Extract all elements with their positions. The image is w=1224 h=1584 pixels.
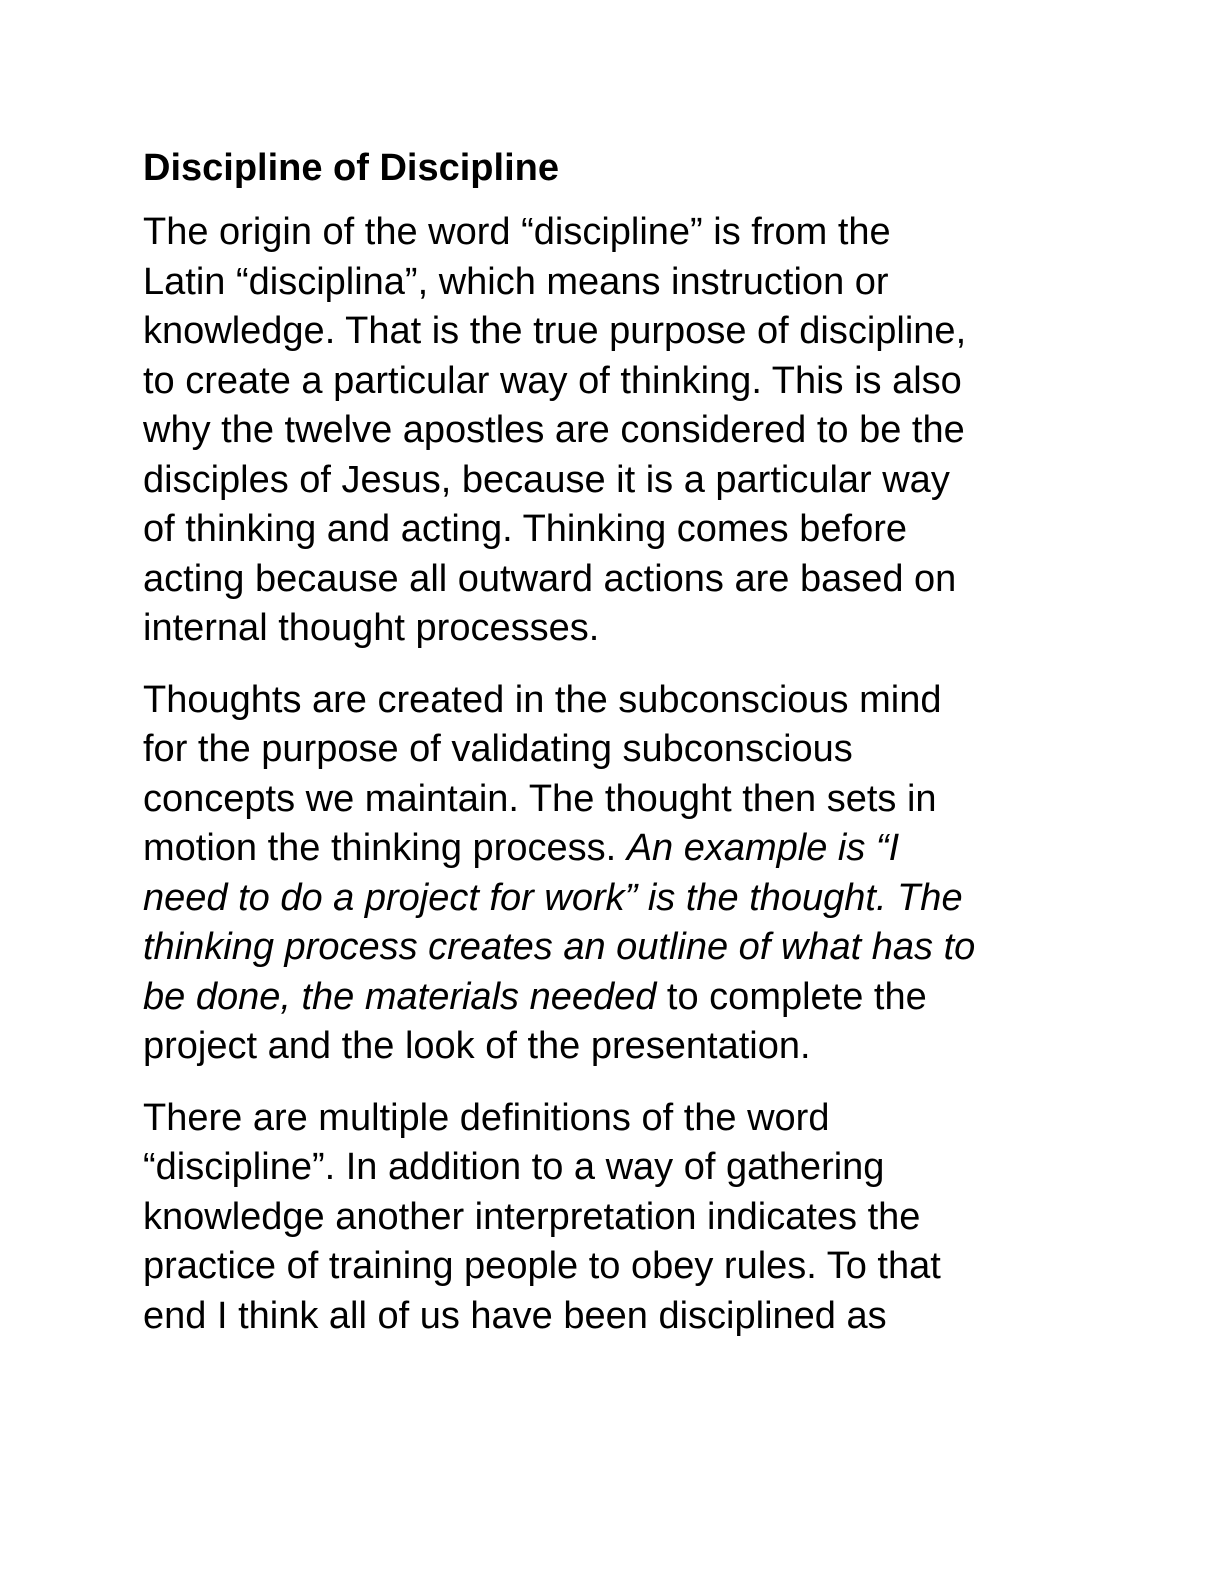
- text-line: [143, 824, 1083, 874]
- text-line-italic: need to do a project for work” is the thought. The: [143, 876, 963, 919]
- text-line: why the twelve apostles are considered to be the: [143, 409, 965, 451]
- paragraph-2: [143, 676, 1083, 1072]
- paragraph-3: [143, 1094, 1083, 1342]
- document-title: Discipline of Discipline: [143, 147, 559, 189]
- text-line: concepts we maintain. The thought then sets in: [143, 777, 937, 820]
- document-page: [143, 140, 1083, 1363]
- text-italic: An example is “I: [626, 827, 900, 869]
- text-line: of thinking and acting. Thinking comes before: [143, 508, 907, 550]
- text-line: knowledge. That is the true purpose of discipline,: [143, 310, 967, 352]
- text-line: “discipline”. In addition to a way of gathering: [143, 1146, 885, 1188]
- text-line: end I think all of us have been disciplined as: [143, 1294, 887, 1337]
- text-line: [143, 973, 1083, 1023]
- text-line: for the purpose of validating subconscious: [143, 728, 853, 770]
- text-line: to create a particular way of thinking. This is also: [143, 359, 962, 402]
- text-line: internal thought processes.: [143, 607, 600, 649]
- text-line: acting because all outward actions are based on: [143, 557, 957, 600]
- text-line: Latin “disciplina”, which means instruction or: [143, 260, 889, 303]
- text-line: practice of training people to obey rules. To that: [143, 1245, 941, 1287]
- text-line: There are multiple definitions of the word: [143, 1096, 830, 1139]
- text-normal: motion the thinking process.: [143, 827, 627, 869]
- text-line-italic: thinking process creates an outline of what has to: [143, 926, 976, 968]
- text-line: The origin of the word “discipline” is from the: [143, 211, 891, 253]
- text-line: project and the look of the presentation.: [143, 1025, 811, 1067]
- text-italic: be done, the materials needed: [143, 975, 657, 1018]
- text-line: knowledge another interpretation indicates the: [143, 1195, 921, 1238]
- text-line: Thoughts are created in the subconscious mind: [143, 678, 942, 721]
- text-normal: to complete the: [656, 975, 927, 1018]
- text-line: disciples of Jesus, because it is a particular way: [143, 458, 950, 501]
- paragraph-1: [143, 208, 1083, 654]
